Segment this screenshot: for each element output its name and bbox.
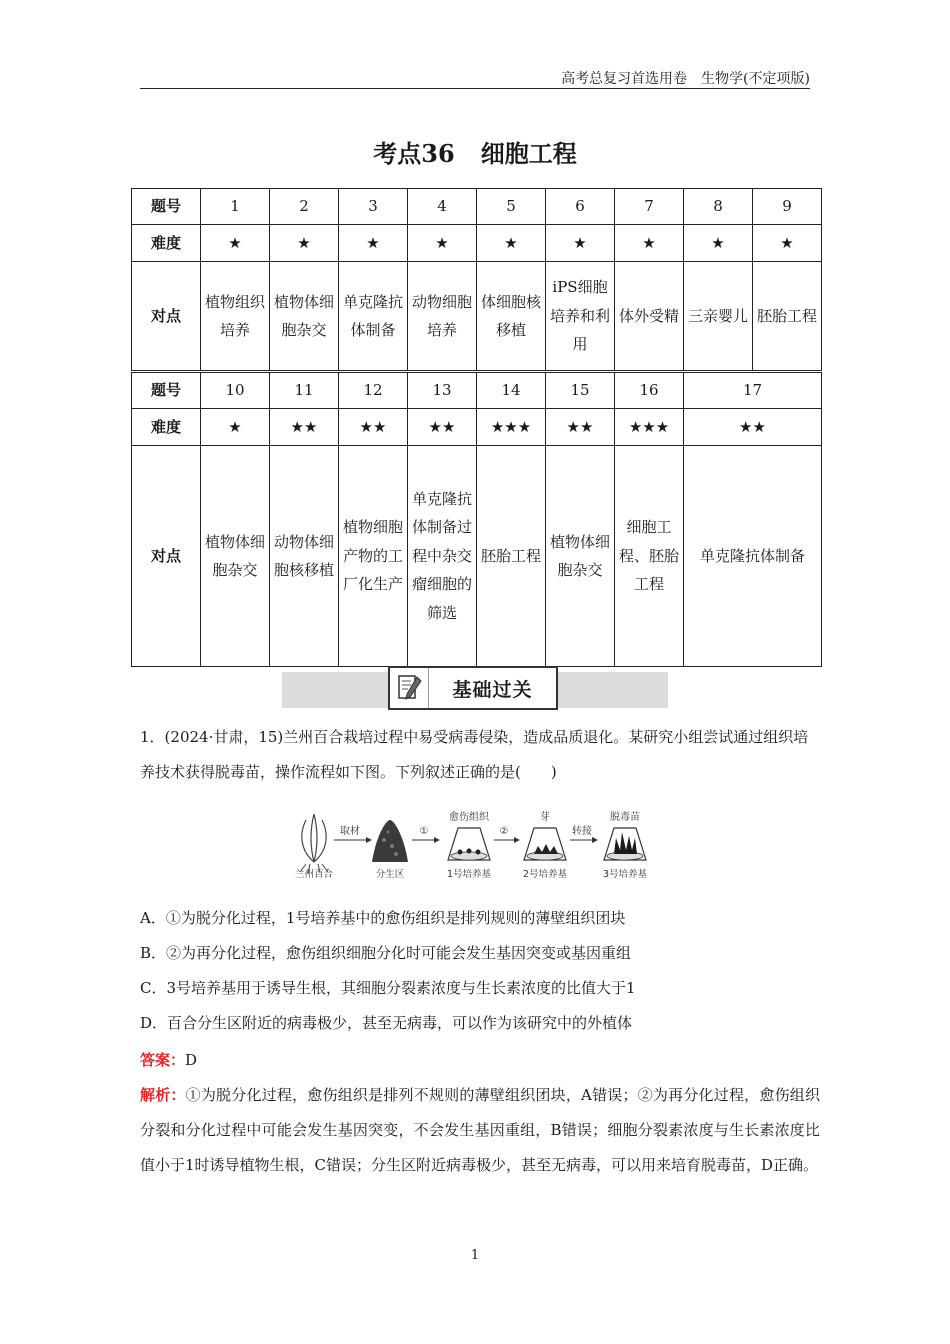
difficulty-table <box>131 188 822 667</box>
diagram-caption: 2号培养基 <box>522 869 568 880</box>
lily-plant-icon <box>295 814 334 880</box>
title-name: 细胞工程 <box>480 139 577 168</box>
difficulty-stars: ★★ <box>684 409 822 446</box>
topic-cell: 单克隆抗体制备 <box>684 446 822 667</box>
topic-cell: 植物体细胞杂交 <box>270 262 339 372</box>
question-number: 4 <box>408 189 477 225</box>
difficulty-stars: ★ <box>201 225 270 262</box>
arrow-label: 取材 <box>340 826 360 837</box>
question-number: 6 <box>546 189 615 225</box>
diagram-caption: 1号培养基 <box>446 869 492 880</box>
diagram-caption: 3号培养基 <box>602 869 648 880</box>
question-number: 15 <box>546 372 615 409</box>
medium-1-flask-icon <box>447 810 492 880</box>
answer-line <box>140 1043 820 1078</box>
row-label-difficulty: 难度 <box>132 409 201 446</box>
difficulty-stars: ★ <box>408 225 477 262</box>
topic-cell: 三亲婴儿 <box>684 262 753 372</box>
difficulty-stars: ★★ <box>546 409 615 446</box>
option-b: B．②为再分化过程，愈伤组织细胞分化时可能会发生基因突变或基因重组 <box>140 944 632 962</box>
medium-2-flask-icon <box>523 810 568 880</box>
question-number: 12 <box>339 372 408 409</box>
topic-cell: iPS细胞培养和利用 <box>546 262 615 372</box>
running-header: 高考总复习首选用卷 生物学(不定项版) <box>561 71 810 87</box>
answer-label: 答案： <box>140 1051 186 1069</box>
arrow-label: ① <box>419 826 429 837</box>
table-row-difficulty-1 <box>132 225 822 262</box>
difficulty-stars: ★★ <box>408 409 477 446</box>
topic-cell: 单克隆抗体制备 <box>339 262 408 372</box>
row-label-number: 题号 <box>132 372 201 409</box>
row-label-difficulty: 难度 <box>132 225 201 262</box>
question-number: 14 <box>477 372 546 409</box>
question-number: 3 <box>339 189 408 225</box>
topic-cell: 胚胎工程 <box>753 262 822 372</box>
title-number: 考点36 <box>373 139 455 168</box>
topic-cell: 植物体细胞杂交 <box>201 446 270 667</box>
question-number: 11 <box>270 372 339 409</box>
question-number: 5 <box>477 189 546 225</box>
question-number: 1 <box>201 189 270 225</box>
row-label-topic: 对点 <box>132 262 201 372</box>
difficulty-stars: ★ <box>615 225 684 262</box>
option-c: C．3号培养基用于诱导生根，其细胞分裂素浓度与生长素浓度的比值大于1 <box>140 979 636 997</box>
question-number: 13 <box>408 372 477 409</box>
table-row-topics-1 <box>132 262 822 372</box>
question-1-options <box>140 901 820 1041</box>
arrow-label: ② <box>499 826 509 837</box>
question-number: 16 <box>615 372 684 409</box>
page-title <box>0 134 950 169</box>
arrow-label: 转接 <box>572 826 592 837</box>
topic-cell: 单克隆抗体制备过程中杂交瘤细胞的筛选 <box>408 446 477 667</box>
difficulty-stars: ★ <box>753 225 822 262</box>
explanation-text: ①为脱分化过程，愈伤组织是排列不规则的薄壁组织团块，A错误；②为再分化过程，愈伤组织分裂和分化过程中可能会发生基因突变，不会发生基因重组，B错误；细胞分裂素浓度与生长素浓度比值小于1时诱导植物生根，C错误；分生区附近病毒极少，甚至无病毒，可以用来培育脱毒苗，D正确。 <box>140 1086 820 1174</box>
topic-cell: 动物体细胞核移植 <box>270 446 339 667</box>
question-number: 7 <box>615 189 684 225</box>
section-banner-label: 基础过关 <box>452 678 533 701</box>
difficulty-stars: ★ <box>270 225 339 262</box>
stage-label: 愈伤组织 <box>449 812 489 823</box>
medium-3-flask-icon <box>603 810 648 880</box>
topic-cell: 细胞工程、胚胎工程 <box>615 446 684 667</box>
topic-cell: 体细胞核移植 <box>477 262 546 372</box>
difficulty-stars: ★★ <box>339 409 408 446</box>
difficulty-stars: ★ <box>477 225 546 262</box>
question-1-stem: 1．(2024·甘肃，15)兰州百合栽培过程中易受病毒侵染，造成品质退化。某研究小组尝试通过组织培养技术获得脱毒苗，操作流程如下图。下列叙述正确的是( ) <box>140 728 809 781</box>
topic-cell: 植物细胞产物的工厂化生产 <box>339 446 408 667</box>
diagram-caption: 分生区 <box>375 869 405 880</box>
header-rule <box>140 88 810 89</box>
page-number: 1 <box>470 1248 480 1263</box>
question-number: 9 <box>753 189 822 225</box>
difficulty-stars: ★ <box>546 225 615 262</box>
meristem-icon <box>372 820 408 880</box>
tissue-culture-flow-diagram <box>288 806 662 880</box>
option-a: A．①为脱分化过程，1号培养基中的愈伤组织是排列规则的薄壁组织团块 <box>140 909 626 927</box>
option-d: D．百合分生区附近的病毒极少，甚至无病毒，可以作为该研究中的外植体 <box>140 1014 633 1032</box>
topic-cell: 动物细胞培养 <box>408 262 477 372</box>
row-label-number: 题号 <box>132 189 201 225</box>
difficulty-stars: ★★★ <box>477 409 546 446</box>
question-number: 10 <box>201 372 270 409</box>
stage-label: 脱毒苗 <box>610 812 640 823</box>
difficulty-stars: ★ <box>201 409 270 446</box>
topic-cell: 植物体细胞杂交 <box>546 446 615 667</box>
topic-cell: 体外受精 <box>615 262 684 372</box>
question-number: 17 <box>684 372 822 409</box>
difficulty-stars: ★ <box>684 225 753 262</box>
table-row-numbers-2 <box>132 372 822 409</box>
table-row-difficulty-2 <box>132 409 822 446</box>
question-number: 8 <box>684 189 753 225</box>
difficulty-stars: ★★ <box>270 409 339 446</box>
question-number: 2 <box>270 189 339 225</box>
table-row-numbers-1 <box>132 189 822 225</box>
stage-label: 芽 <box>540 812 550 823</box>
row-label-topic: 对点 <box>132 446 201 667</box>
section-banner <box>388 666 558 710</box>
difficulty-stars: ★ <box>339 225 408 262</box>
explanation <box>140 1078 820 1183</box>
explanation-label: 解析： <box>140 1086 186 1104</box>
diagram-caption: 兰州百合 <box>294 869 334 880</box>
answer-value: D <box>185 1051 198 1069</box>
table-row-topics-2 <box>132 446 822 667</box>
topic-cell: 植物组织培养 <box>201 262 270 372</box>
topic-cell: 胚胎工程 <box>477 446 546 667</box>
difficulty-stars: ★★★ <box>615 409 684 446</box>
pencil-icon <box>390 668 429 708</box>
